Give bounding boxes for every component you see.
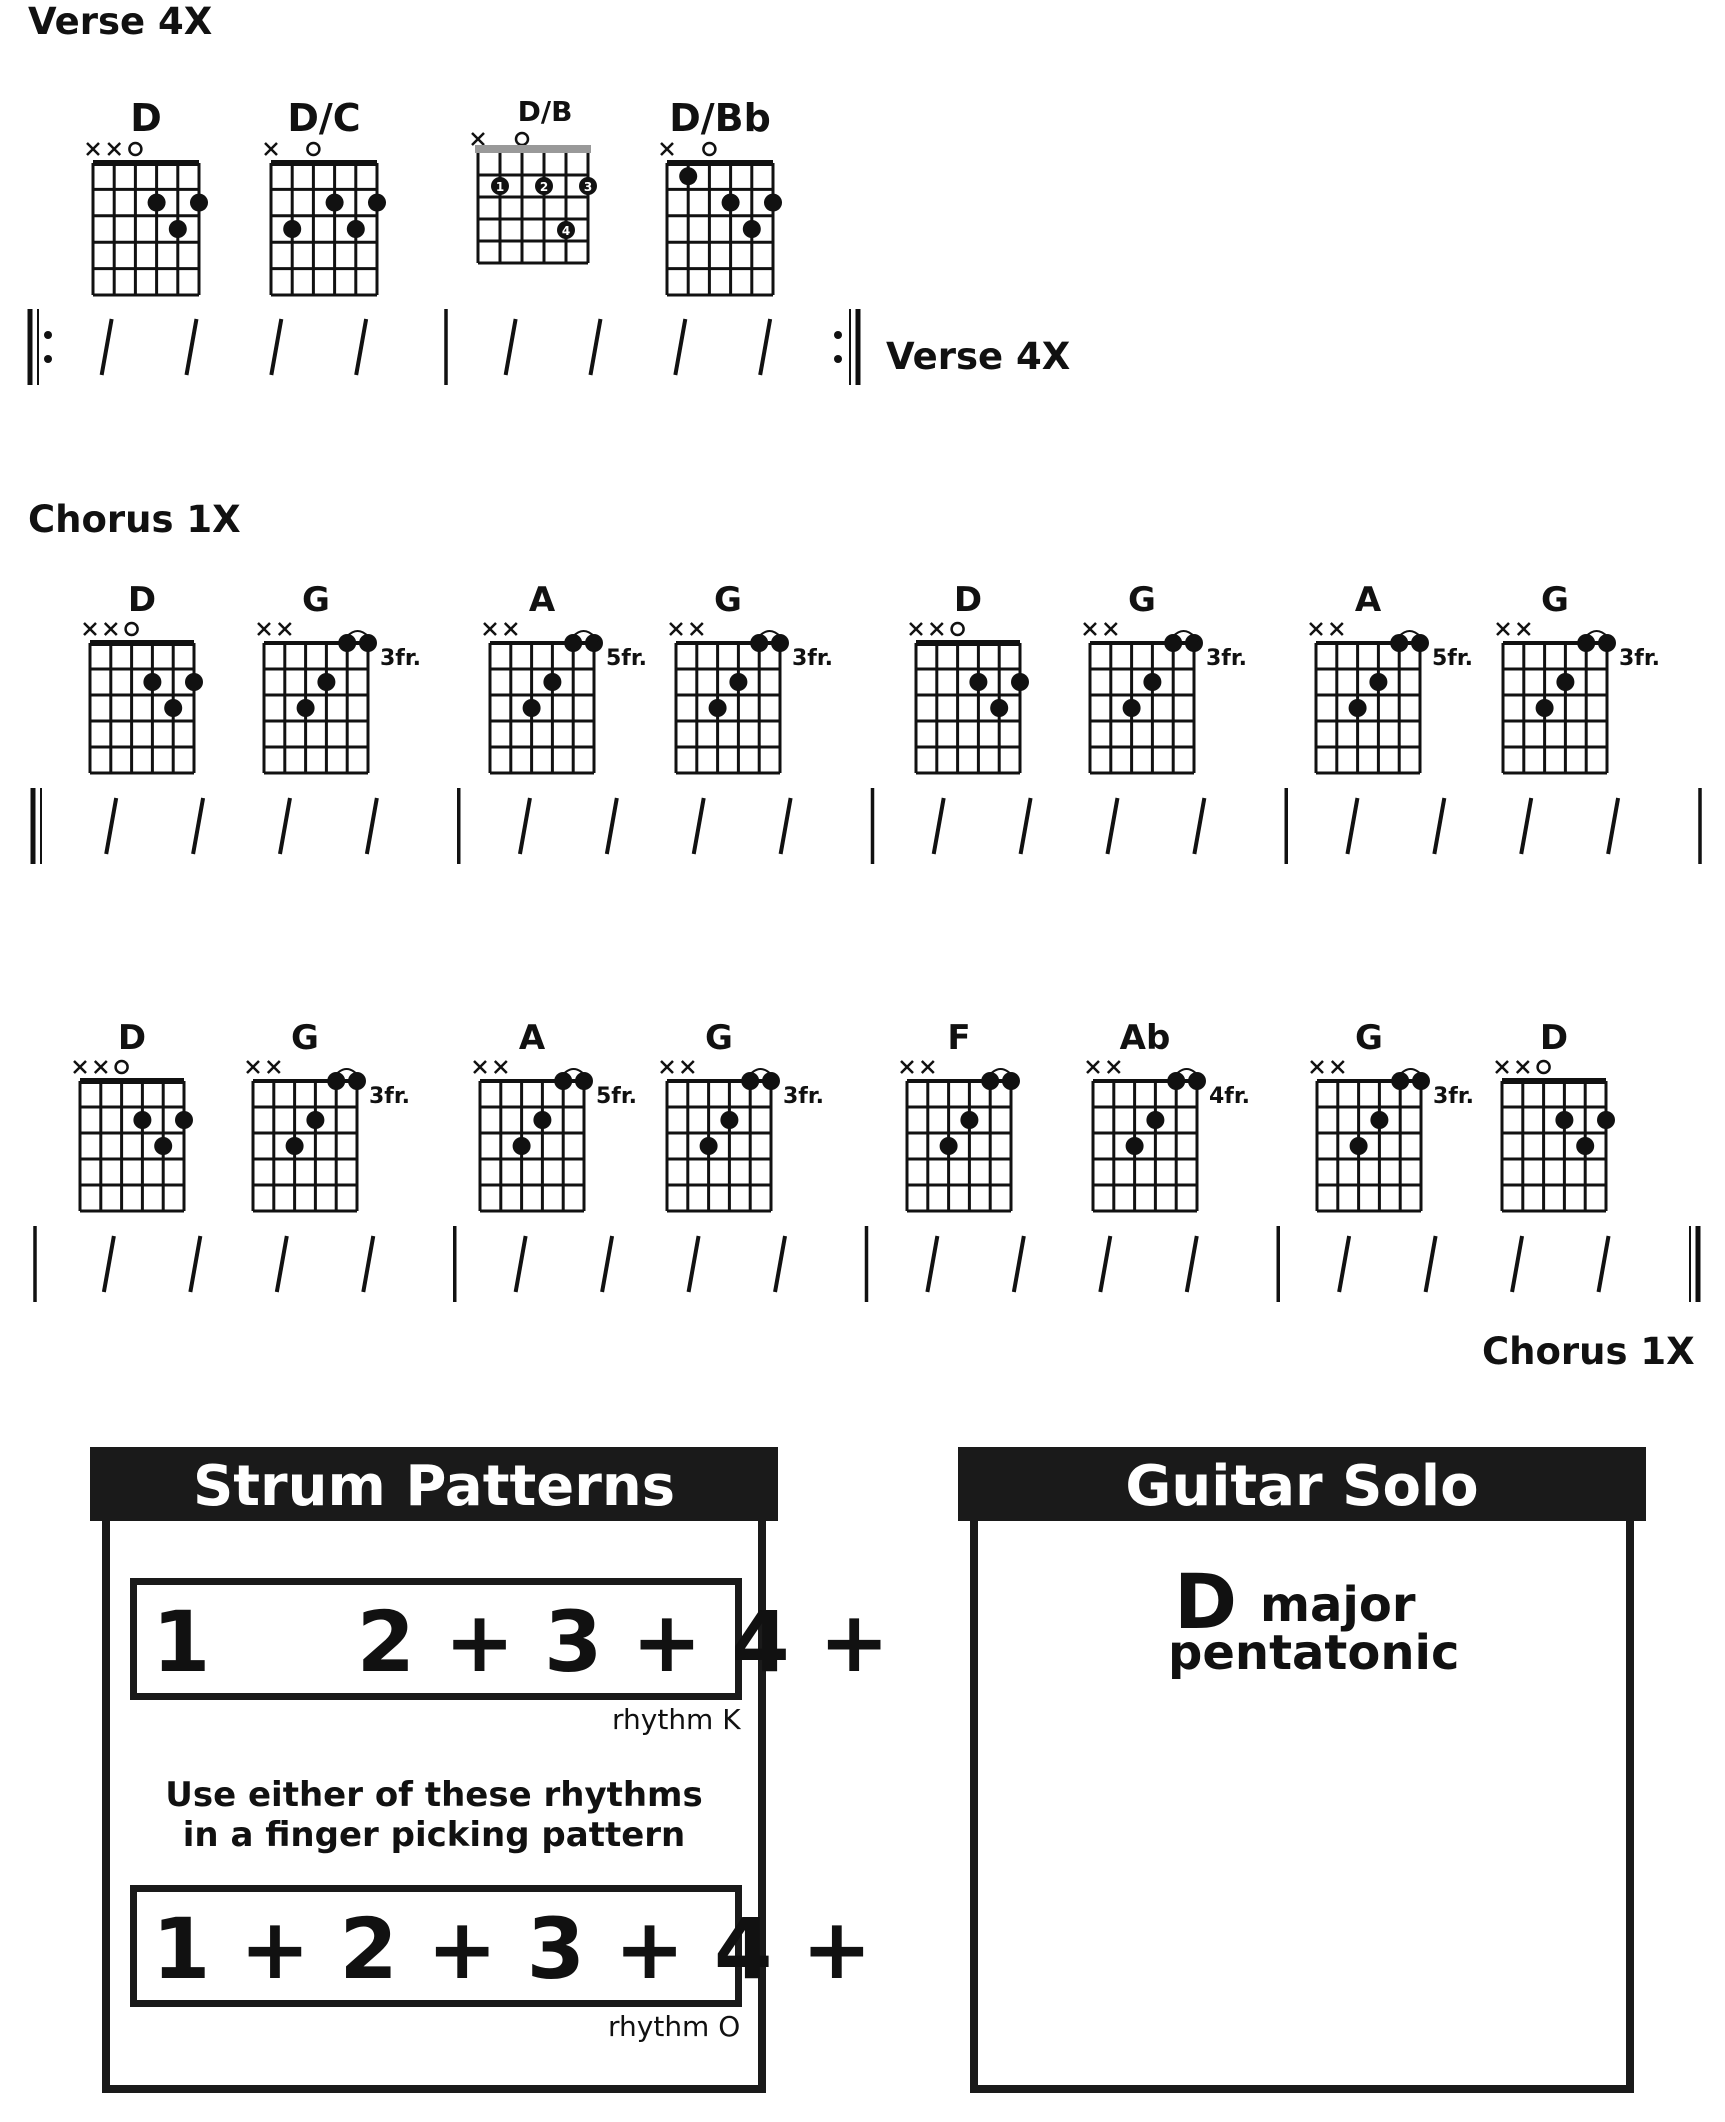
beat-slash: [775, 1236, 785, 1292]
mute-marker-icon: [1331, 623, 1343, 635]
beat-slash: [104, 1236, 114, 1292]
finger-dot: [533, 1111, 551, 1129]
repeat-dot: [834, 331, 842, 339]
repeat-dot: [44, 331, 52, 339]
finger-dot: [297, 699, 315, 717]
mute-marker-icon: [670, 623, 682, 635]
finger-dot: [700, 1137, 718, 1155]
mute-marker-icon: [661, 1061, 673, 1073]
open-string-icon: [1538, 1061, 1550, 1073]
mute-marker-icon: [474, 1061, 486, 1073]
beat-slash: [694, 798, 704, 854]
finger-dot: [169, 220, 187, 238]
mute-marker-icon: [931, 623, 943, 635]
mute-marker-icon: [1310, 623, 1322, 635]
finger-dot: [347, 220, 365, 238]
fret-position-label: 3fr.: [792, 646, 833, 671]
verse-title: Verse 4X: [28, 0, 213, 43]
beat-slash: [1521, 798, 1531, 854]
chord-name-verse-0: D: [130, 96, 162, 140]
open-string-icon: [116, 1061, 128, 1073]
beat-slash: [367, 798, 377, 854]
beat-slash: [1599, 1236, 1609, 1292]
chord-name-chorus1-7: G: [1541, 580, 1569, 620]
chord-nut: [916, 640, 1020, 646]
mute-marker-icon: [910, 623, 922, 635]
strum-note-line1: Use either of these rhythms: [165, 1775, 703, 1815]
fret-position-label: 5fr.: [1432, 646, 1473, 671]
beat-slash: [356, 319, 366, 375]
rhythm-o-label: rhythm O: [608, 2010, 741, 2043]
chord-name-chorus1-3: G: [714, 580, 742, 620]
chord-name-chorus2-7: D: [1539, 1018, 1569, 1058]
beat-slash: [1014, 1236, 1024, 1292]
finger-dot: [990, 699, 1008, 717]
mute-marker-icon: [472, 133, 484, 145]
mute-marker-icon: [268, 1061, 280, 1073]
finger-dot: [720, 1111, 738, 1129]
chord-name-chorus1-0: D: [127, 580, 157, 620]
beat-slash: [590, 319, 600, 375]
mute-marker-icon: [74, 1061, 86, 1073]
finger-dot: [185, 673, 203, 691]
beat-slash: [675, 319, 685, 375]
finger-dot: [709, 699, 727, 717]
beat-slash: [1107, 798, 1117, 854]
finger-dot: [1369, 673, 1387, 691]
chord-name-chorus1-4: D: [953, 580, 983, 620]
mute-marker-icon: [682, 1061, 694, 1073]
mute-marker-icon: [1497, 623, 1509, 635]
beat-slash: [106, 798, 116, 854]
finger-dot: [190, 194, 208, 212]
chord-nut: [667, 160, 773, 166]
open-string-icon: [126, 623, 138, 635]
verse-repeat-label: Verse 4X: [886, 335, 1071, 378]
open-string-icon: [516, 133, 528, 145]
beat-slash: [1100, 1236, 1110, 1292]
mute-marker-icon: [1084, 623, 1096, 635]
finger-dot: [306, 1111, 324, 1129]
scale-word-pentatonic: pentatonic: [1168, 1625, 1460, 1681]
mute-marker-icon: [87, 143, 99, 155]
chord-nut: [80, 1078, 184, 1084]
fret-position-label: 5fr.: [596, 1084, 637, 1109]
finger-number: 1: [495, 180, 505, 194]
beat-slash: [1187, 1236, 1197, 1292]
finger-dot: [283, 220, 301, 238]
chord-name-chorus2-3: G: [705, 1018, 733, 1058]
chord-nut: [1502, 1078, 1606, 1084]
beat-slash: [280, 798, 290, 854]
repeat-dot: [44, 355, 52, 363]
beat-slash: [277, 1236, 287, 1292]
finger-number: 4: [561, 224, 571, 238]
mute-marker-icon: [1108, 1061, 1120, 1073]
fret-position-label: 3fr.: [380, 646, 421, 671]
finger-dot: [154, 1137, 172, 1155]
finger-dot: [1146, 1111, 1164, 1129]
mute-marker-icon: [505, 623, 517, 635]
chord-name-chorus1-6: A: [1354, 580, 1382, 620]
chorus-title: Chorus 1X: [28, 498, 241, 541]
chord-name-chorus2-6: G: [1355, 1018, 1383, 1058]
fret-position-label: 3fr.: [1433, 1084, 1474, 1109]
finger-dot: [543, 673, 561, 691]
open-string-icon: [952, 623, 964, 635]
chorus-end-label: Chorus 1X: [1482, 1330, 1695, 1373]
finger-dot: [1370, 1111, 1388, 1129]
open-string-icon: [307, 143, 319, 155]
beat-slash: [1021, 798, 1031, 854]
finger-dot: [1576, 1137, 1594, 1155]
beat-slash: [1426, 1236, 1436, 1292]
rhythm-o-count: 1 + 2 + 3 + 4 +: [152, 1900, 873, 1998]
chord-name-chorus2-1: G: [291, 1018, 319, 1058]
repeat-dot: [834, 355, 842, 363]
beat-slash: [1608, 798, 1618, 854]
beat-slash: [506, 319, 516, 375]
finger-dot: [1143, 673, 1161, 691]
finger-dot: [175, 1111, 193, 1129]
beat-slash: [516, 1236, 526, 1292]
mute-marker-icon: [247, 1061, 259, 1073]
rhythm-k-label: rhythm K: [612, 1703, 741, 1736]
finger-dot: [368, 194, 386, 212]
finger-number: 3: [583, 180, 593, 194]
fret-position-label: 4fr.: [1209, 1084, 1250, 1109]
chord-nut: [90, 640, 194, 646]
mute-marker-icon: [105, 623, 117, 635]
mute-marker-icon: [1518, 623, 1530, 635]
mute-marker-icon: [1087, 1061, 1099, 1073]
mute-marker-icon: [1105, 623, 1117, 635]
beat-slash: [927, 1236, 937, 1292]
finger-dot: [1349, 699, 1367, 717]
fret-position-label: 3fr.: [783, 1084, 824, 1109]
strum-note-line2: in a finger picking pattern: [182, 1815, 686, 1855]
strum-patterns-box: [90, 1447, 890, 2105]
finger-dot: [1123, 699, 1141, 717]
chord-name-verse-1: D/C: [287, 96, 361, 140]
open-string-icon: [129, 143, 141, 155]
chord-name-chorus1-5: G: [1128, 580, 1156, 620]
finger-dot: [729, 673, 747, 691]
mute-marker-icon: [84, 623, 96, 635]
finger-dot: [722, 194, 740, 212]
chord-name-chorus1-1: G: [302, 580, 330, 620]
finger-dot: [286, 1137, 304, 1155]
mute-marker-icon: [1517, 1061, 1529, 1073]
mute-marker-icon: [484, 623, 496, 635]
finger-dot: [764, 194, 782, 212]
beat-slash: [607, 798, 617, 854]
mute-marker-icon: [1332, 1061, 1344, 1073]
fret-position-label: 5fr.: [606, 646, 647, 671]
fret-position-label: 3fr.: [1206, 646, 1247, 671]
beat-slash: [602, 1236, 612, 1292]
chord-name-chorus2-5: Ab: [1119, 1018, 1171, 1058]
mute-marker-icon: [265, 143, 277, 155]
mute-marker-icon: [661, 143, 673, 155]
finger-dot: [317, 673, 335, 691]
scale-key: D: [1174, 1557, 1238, 1646]
capo-bar: [475, 145, 591, 153]
beat-slash: [271, 319, 281, 375]
chord-name-verse-3: D/Bb: [669, 96, 771, 140]
chord-nut: [93, 160, 199, 166]
chord-name-verse-2: D/B: [517, 95, 573, 128]
beat-slash: [1347, 798, 1357, 854]
finger-dot: [679, 167, 697, 185]
finger-dot: [523, 699, 541, 717]
mute-marker-icon: [691, 623, 703, 635]
finger-dot: [969, 673, 987, 691]
finger-dot: [1350, 1137, 1368, 1155]
finger-dot: [743, 220, 761, 238]
finger-dot: [1597, 1111, 1615, 1129]
beat-slash: [520, 798, 530, 854]
open-string-icon: [703, 143, 715, 155]
chord-name-chorus2-0: D: [117, 1018, 147, 1058]
mute-marker-icon: [95, 1061, 107, 1073]
mute-marker-icon: [1496, 1061, 1508, 1073]
mute-marker-icon: [495, 1061, 507, 1073]
strum-patterns-heading: Strum Patterns: [90, 1447, 778, 1521]
beat-slash: [1512, 1236, 1522, 1292]
finger-dot: [1536, 699, 1554, 717]
mute-marker-icon: [258, 623, 270, 635]
finger-dot: [940, 1137, 958, 1155]
mute-marker-icon: [1311, 1061, 1323, 1073]
finger-dot: [1011, 673, 1029, 691]
beat-slash: [193, 798, 203, 854]
finger-dot: [1126, 1137, 1144, 1155]
beat-slash: [1194, 798, 1204, 854]
finger-dot: [513, 1137, 531, 1155]
finger-dot: [164, 699, 182, 717]
finger-dot: [326, 194, 344, 212]
beat-slash: [1434, 798, 1444, 854]
chord-name-chorus2-4: F: [947, 1018, 971, 1058]
guitar-solo-box: [958, 1447, 1646, 2105]
beat-slash: [934, 798, 944, 854]
mute-marker-icon: [108, 143, 120, 155]
finger-dot: [148, 194, 166, 212]
finger-dot: [960, 1111, 978, 1129]
finger-number: 2: [539, 180, 549, 194]
mute-marker-icon: [922, 1061, 934, 1073]
finger-dot: [1556, 673, 1574, 691]
scale-word-major: major: [1260, 1577, 1416, 1633]
guitar-solo-heading: Guitar Solo: [958, 1447, 1646, 1521]
finger-dot: [143, 673, 161, 691]
beat-slash: [689, 1236, 699, 1292]
beat-slash: [186, 319, 196, 375]
chord-name-chorus2-2: A: [518, 1018, 546, 1058]
beat-slash: [781, 798, 791, 854]
rhythm-k-count: 1 2 + 3 + 4 +: [152, 1593, 890, 1691]
beat-slash: [363, 1236, 373, 1292]
mute-marker-icon: [901, 1061, 913, 1073]
beat-slash: [760, 319, 770, 375]
fret-position-label: 3fr.: [1619, 646, 1660, 671]
finger-dot: [1555, 1111, 1573, 1129]
chord-name-chorus1-2: A: [528, 580, 556, 620]
mute-marker-icon: [279, 623, 291, 635]
fret-position-label: 3fr.: [369, 1084, 410, 1109]
finger-dot: [133, 1111, 151, 1129]
beat-slash: [102, 319, 112, 375]
beat-slash: [1339, 1236, 1349, 1292]
chord-nut: [271, 160, 377, 166]
beat-slash: [190, 1236, 200, 1292]
